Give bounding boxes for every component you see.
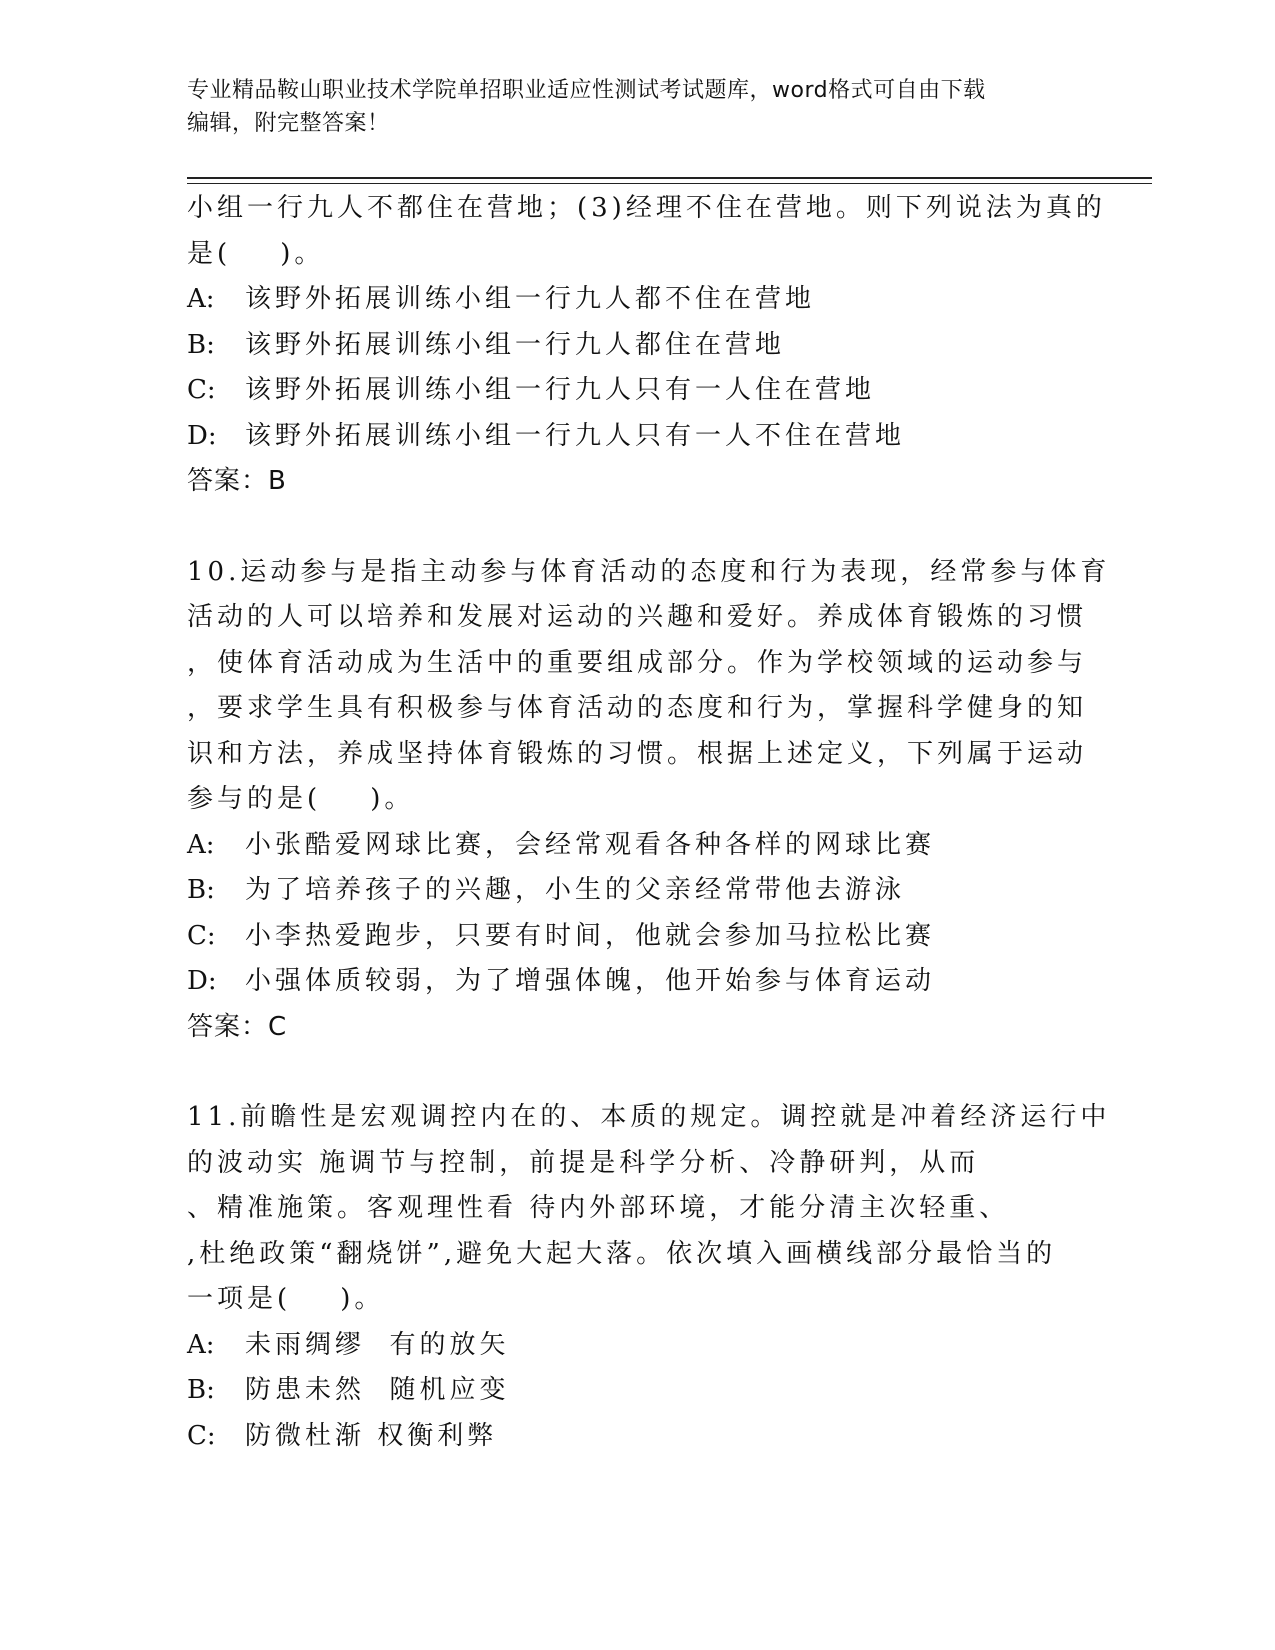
option-text: 为了培养孩子的兴趣，小生的父亲经常带他去游泳 — [245, 875, 906, 905]
option-text: 小张酷爱网球比赛，会经常观看各种各样的网球比赛 — [245, 829, 936, 860]
option-text: 防微杜渐 权衡利弊 — [245, 1420, 498, 1451]
option-text: 未雨绸缪 有的放矢 — [245, 1329, 510, 1360]
option-key: B: — [187, 875, 215, 905]
header-divider-thin — [187, 183, 1152, 184]
question-text-line: ,杜绝政策“翻烧饼”,避免大起大落。依次填入画横线部分最恰当的 — [187, 1238, 1057, 1269]
answer-line: 答案：B — [187, 466, 287, 496]
option-d — [187, 959, 1087, 1005]
option-key: A: — [187, 829, 215, 860]
option-text: 小李热爱跑步，只要有时间，他就会参加马拉松比赛 — [245, 920, 936, 951]
question-text-line: ，使体育活动成为生活中的重要组成部分。作为学校领域的运动参与 — [187, 647, 1088, 678]
question-9 — [187, 186, 1106, 505]
header-divider-thick — [187, 177, 1152, 179]
option-text: 防患未然 随机应变 — [245, 1375, 510, 1405]
option-key: C: — [187, 375, 216, 405]
question-text-line: 的波动实 施调节与控制，前提是科学分析、冷静研判，从而 — [187, 1147, 980, 1178]
spacer — [187, 505, 1087, 550]
option-key: B: — [187, 329, 215, 360]
option-key: C: — [187, 1420, 216, 1451]
option-d — [187, 414, 1087, 460]
question-text-line: ，要求学生具有积极参与体育活动的态度和行为，掌握科学健身的知 — [187, 693, 1088, 723]
option-text: 该野外拓展训练小组一行九人都不住在营地 — [245, 284, 816, 314]
spacer — [187, 1050, 1087, 1095]
question-text-line: 一项是( )。 — [187, 1284, 385, 1314]
question-text-line: 10.运动参与是指主动参与体育活动的态度和行为表现，经常参与体育 — [187, 556, 1111, 587]
question-text-line: 、精准施策。客观理性看 待内外部环境，才能分清主次轻重、 — [187, 1193, 1010, 1223]
option-a — [187, 1323, 1087, 1369]
header-line-1: 专业精品鞍山职业技术学院单招职业适应性测试考试题库，word格式可自由下载 — [187, 78, 986, 103]
option-c — [187, 914, 1087, 960]
option-key: A: — [187, 284, 215, 314]
option-text: 该野外拓展训练小组一行九人都住在营地 — [245, 329, 786, 360]
question-text-line: 参与的是( )。 — [187, 784, 415, 814]
question-text-line: 活动的人可以培养和发展对运动的兴趣和爱好。养成体育锻炼的习惯 — [187, 602, 1088, 632]
answer-line: 答案：C — [187, 1011, 288, 1042]
option-a — [187, 823, 1087, 869]
option-b — [187, 868, 1087, 914]
option-key: D: — [187, 966, 217, 996]
option-key: D: — [187, 420, 217, 451]
option-key: C: — [187, 920, 216, 951]
option-key: A: — [187, 1329, 215, 1360]
question-text-line: 识和方法，养成坚持体育锻炼的习惯。根据上述定义，下列属于运动 — [187, 738, 1088, 769]
option-text: 该野外拓展训练小组一行九人只有一人不住在营地 — [245, 420, 906, 451]
option-key: B: — [187, 1375, 215, 1405]
option-a — [187, 277, 1087, 323]
option-text: 小强体质较弱，为了增强体魄，他开始参与体育运动 — [245, 966, 936, 996]
question-content — [187, 186, 1111, 1459]
header-line-2: 编辑，附完整答案！ — [187, 111, 390, 136]
option-c — [187, 1414, 1087, 1460]
option-c — [187, 368, 1087, 414]
option-b — [187, 323, 1087, 369]
question-text-line: 小组一行九人不都住在营地；(3)经理不住在营地。则下列说法为真的 — [187, 193, 1106, 223]
option-b — [187, 1368, 1087, 1414]
question-10 — [187, 550, 1111, 1051]
question-text-line: 11.前瞻性是宏观调控内在的、本质的规定。调控就是冲着经济运行中 — [187, 1102, 1111, 1132]
page-header — [187, 74, 1077, 140]
question-text-line: 是( )。 — [187, 238, 325, 269]
question-11 — [187, 1095, 1111, 1459]
option-text: 该野外拓展训练小组一行九人只有一人住在营地 — [245, 375, 876, 405]
